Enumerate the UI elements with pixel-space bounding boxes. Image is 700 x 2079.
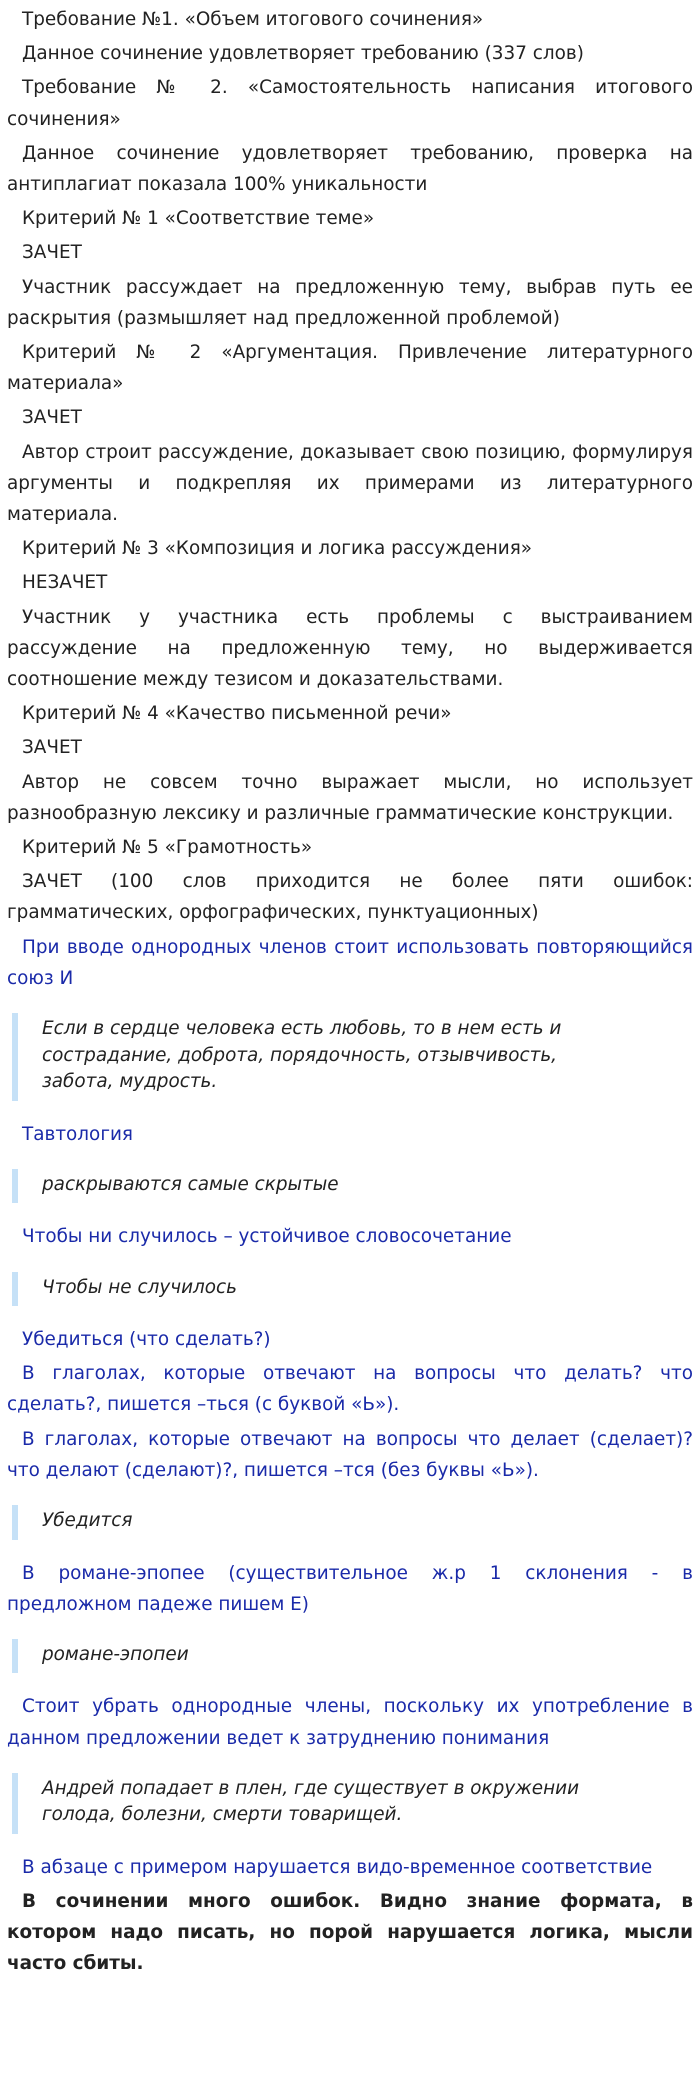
requirement-1-result: Данное сочинение удовлетворяет требованию (337 слов) bbox=[22, 43, 584, 65]
error-comment-5 bbox=[7, 1558, 693, 1674]
criterion-2-title: Критерий № 2 «Аргументация. Привлечение литературного материала» bbox=[7, 342, 693, 395]
comment-note: В глаголах, которые отвечают на вопросы что делать? что сделать?, пишется –ться (с буквой «Ь»). bbox=[7, 1363, 693, 1416]
quote-line: голода, болезни, смерти товарищей. bbox=[42, 1804, 403, 1826]
quote-line: сострадание, доброта, порядочность, отзывчивость, bbox=[42, 1044, 558, 1066]
conclusion: В сочинении много ошибок. Видно знание формата, в котором надо писать, но порой нарушается логика, мысли часто сбиты. bbox=[7, 1891, 693, 1975]
comment-note: В глаголах, которые отвечают на вопросы что делает (сделает)? что делают (сделают)?, пишется –тся (без буквы «Ь»). bbox=[7, 1428, 693, 1481]
comment-note: В романе-эпопее (существительное ж.р 1 склонения - в предложном падеже пишем Е) bbox=[7, 1562, 693, 1615]
criterion-1-comment: Участник рассуждает на предложенную тему, выбрав путь ее раскрытия (размышляет над предложенной проблемой) bbox=[7, 276, 693, 329]
quote-line: Андрей попадает в плен, где существует в окружении bbox=[42, 1777, 580, 1799]
error-comment-4 bbox=[7, 1324, 693, 1540]
final-comment-note: В абзаце с примером нарушается видо-временное соответствие bbox=[22, 1856, 653, 1878]
requirement-1-title: Требование №1. «Объем итогового сочинения» bbox=[22, 9, 484, 30]
criterion-2-comment: Автор строит рассуждение, доказывает свою позицию, формулируя аргументы и подкрепляя их примерами из литературного материала. bbox=[7, 441, 693, 526]
criterion-4-verdict: ЗАЧЕТ bbox=[22, 737, 82, 759]
quote-line: забота, мудрость. bbox=[42, 1071, 218, 1093]
quote-line: Чтобы не случилось bbox=[42, 1276, 237, 1298]
criterion-4-title: Критерий № 4 «Качество письменной речи» bbox=[22, 703, 452, 725]
comment-note: Тавтология bbox=[22, 1123, 133, 1145]
quote-line: раскрываются самые скрытые bbox=[42, 1173, 339, 1195]
essay-quote bbox=[12, 1505, 693, 1540]
error-comment-3 bbox=[7, 1221, 693, 1306]
criterion-1-verdict: ЗАЧЕТ bbox=[22, 242, 82, 264]
quote-line: Убедится bbox=[42, 1510, 133, 1532]
requirements-and-criteria bbox=[7, 4, 693, 929]
essay-quote bbox=[12, 1013, 693, 1101]
criterion-3-comment: Участник у участника есть проблемы с выстраиванием рассуждение на предложенную тему, но выдерживается соотношение между тезисом и доказательствами. bbox=[7, 606, 693, 691]
essay-quote bbox=[12, 1773, 693, 1834]
essay-quote bbox=[12, 1639, 693, 1674]
quote-line: романе-эпопеи bbox=[42, 1643, 189, 1665]
criterion-2-verdict: ЗАЧЕТ bbox=[22, 407, 82, 429]
error-comment-6 bbox=[7, 1691, 693, 1833]
essay-quote bbox=[12, 1169, 693, 1204]
comment-note: Стоит убрать однородные члены, поскольку их употребление в данном предложении ведет к затруднению понимания bbox=[7, 1696, 693, 1749]
requirement-2-result: Данное сочинение удовлетворяет требованию, проверка на антиплагиат показала 100% уникальности bbox=[7, 142, 693, 196]
requirement-2-title: Требование № 2. «Самостоятельность написания итогового сочинения» bbox=[7, 77, 693, 130]
comment-note: Чтобы ни случилось – устойчивое словосочетание bbox=[22, 1226, 512, 1248]
comment-note: Убедиться (что сделать?) bbox=[22, 1329, 271, 1350]
criterion-3-verdict: НЕЗАЧЕТ bbox=[22, 572, 108, 594]
criterion-5-title: Критерий № 5 «Грамотность» bbox=[22, 837, 313, 859]
criterion-4-comment: Автор не совсем точно выражает мысли, но использует разнообразную лексику и различные грамматические конструкции. bbox=[7, 771, 693, 824]
essay-quote bbox=[12, 1272, 693, 1307]
comment-note: При вводе однородных членов стоит использовать повторяющийся союз И bbox=[7, 936, 693, 989]
criterion-3-title: Критерий № 3 «Композиция и логика рассуждения» bbox=[22, 538, 533, 560]
criterion-1-title: Критерий № 1 «Соответствие теме» bbox=[22, 208, 375, 230]
error-comment-2 bbox=[7, 1119, 693, 1204]
criterion-5-verdict: ЗАЧЕТ (100 слов приходится не более пяти ошибок: грамматических, орфографических, пунктуационных) bbox=[7, 871, 693, 924]
quote-line: Если в сердце человека есть любовь, то в нем есть и bbox=[42, 1018, 562, 1040]
error-comment-1 bbox=[7, 932, 693, 1101]
